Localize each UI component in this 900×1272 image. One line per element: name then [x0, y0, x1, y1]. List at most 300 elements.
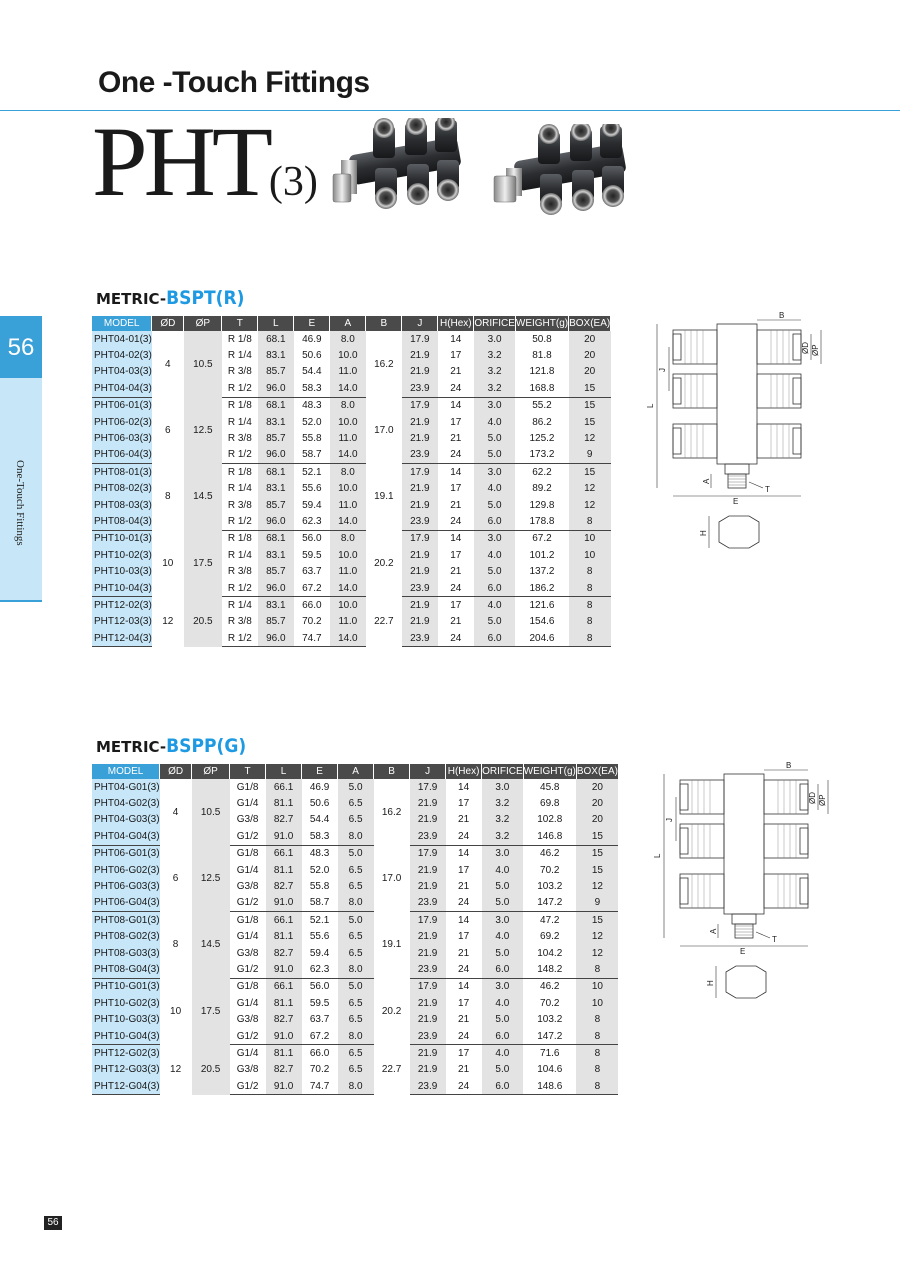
- table-row: [92, 1045, 618, 1062]
- table-row: [92, 912, 618, 929]
- orifice-cell: 3.0: [474, 530, 516, 547]
- orifice-cell: 3.2: [482, 812, 524, 828]
- a-cell: 6.5: [338, 795, 374, 811]
- port-left-outline: [673, 330, 717, 364]
- label-e: E: [733, 497, 739, 506]
- a-cell: 10.0: [330, 414, 366, 430]
- od-cell: 6: [165, 424, 171, 436]
- section-title-bspt: [96, 287, 244, 309]
- label-l: L: [653, 853, 662, 858]
- j-cell: 21.9: [402, 481, 438, 497]
- j-cell: 23.9: [402, 380, 438, 397]
- op-cell: 17.5: [184, 530, 222, 597]
- port-left-outline: [680, 824, 724, 858]
- b-cell: 20.2: [381, 1005, 402, 1017]
- column-header: BOX(EA): [569, 318, 611, 329]
- model-cell: PHT08-03(3): [92, 497, 152, 513]
- product-image-bspt: [325, 118, 475, 218]
- orifice-cell: 3.0: [474, 464, 516, 481]
- box-cell: 15: [576, 912, 618, 929]
- l-cell: 91.0: [266, 1078, 302, 1095]
- weight-cell: 50.8: [532, 333, 552, 345]
- a-cell: 6.5: [338, 1045, 374, 1062]
- l-cell: 66.1: [266, 845, 302, 862]
- collet-left: [673, 428, 681, 454]
- j-cell: 21.9: [402, 347, 438, 363]
- op-cell: 20.5: [184, 597, 222, 647]
- hex-cell: 17: [450, 416, 462, 428]
- t-cell: R 1/2: [222, 630, 258, 647]
- weight-cell: 69.8: [540, 798, 560, 810]
- l-cell: 81.1: [266, 995, 302, 1011]
- op-cell: 20.5: [192, 1045, 230, 1095]
- orifice-cell: 3.0: [482, 779, 524, 795]
- a-cell: 6.5: [338, 929, 374, 945]
- label-od: ØD: [808, 792, 817, 804]
- label-e: E: [740, 947, 746, 956]
- b-cell: 22.7: [374, 616, 394, 628]
- hex-cell: 24: [438, 580, 474, 597]
- e-cell: 59.4: [309, 947, 330, 959]
- b-cell: 19.1: [374, 491, 394, 503]
- spec-table-bspt: [92, 316, 611, 647]
- l-cell: 68.1: [258, 397, 294, 414]
- page-header-title: One -Touch Fittings: [98, 66, 370, 99]
- a-cell: 10.0: [330, 481, 366, 497]
- hex-cell: 21: [450, 433, 462, 445]
- column-header: T: [230, 764, 266, 779]
- section-title-main: BSPP(G): [166, 735, 247, 757]
- weight-cell: 137.2: [529, 566, 555, 578]
- port-right-outline: [764, 780, 808, 814]
- box-cell: 8: [576, 1028, 618, 1045]
- orifice-cell: 5.0: [482, 878, 524, 894]
- box-cell: 12: [576, 878, 618, 894]
- weight-cell: 86.2: [532, 416, 552, 428]
- column-header: WEIGHT(g): [523, 766, 576, 777]
- weight-cell: 125.2: [529, 433, 555, 445]
- label-op: ØP: [811, 344, 820, 356]
- l-cell: 82.7: [266, 1011, 302, 1027]
- orifice-cell: 5.0: [474, 497, 516, 513]
- hex-cell: 24: [438, 630, 474, 647]
- port-right-outline: [764, 824, 808, 858]
- e-cell: 66.0: [309, 1047, 330, 1059]
- e-cell: 59.5: [309, 997, 330, 1009]
- hex-cell: 21: [450, 616, 462, 628]
- weight-cell: 121.6: [529, 599, 555, 611]
- hex-cell: 17: [458, 798, 470, 810]
- l-cell: 91.0: [266, 895, 302, 912]
- hex-cell: 24: [438, 380, 474, 397]
- hex-cell: 17: [458, 864, 470, 876]
- e-cell: 58.3: [302, 828, 338, 845]
- l-cell: 83.1: [258, 597, 294, 614]
- orifice-cell: 4.0: [482, 862, 524, 878]
- port-right-outline: [757, 330, 801, 364]
- hex-cell: 24: [438, 447, 474, 464]
- column-header: B: [366, 316, 402, 331]
- column-header: L: [266, 764, 302, 779]
- orifice-cell: 3.2: [474, 380, 516, 397]
- box-cell: 8: [569, 614, 611, 630]
- e-cell: 55.8: [302, 433, 322, 445]
- model-cell: PHT04-G04(3): [92, 828, 160, 845]
- orifice-cell: 6.0: [482, 1078, 524, 1095]
- table-row: [92, 530, 611, 547]
- hex-cell: 17: [450, 549, 462, 561]
- orifice-cell: 3.0: [482, 912, 524, 929]
- j-cell: 21.9: [402, 364, 438, 380]
- hex-cell: 14: [458, 914, 470, 926]
- column-header: H(Hex): [438, 316, 474, 331]
- orifice-cell: 6.0: [474, 580, 516, 597]
- orifice-cell: 5.0: [474, 614, 516, 630]
- model-cell: PHT06-G03(3): [92, 878, 160, 894]
- label-l: L: [646, 403, 655, 408]
- weight-cell: 148.6: [523, 1078, 576, 1095]
- a-cell: 8.0: [330, 464, 366, 481]
- port-right-outline: [757, 374, 801, 408]
- t-cell: G1/4: [236, 997, 259, 1009]
- t-cell: G1/2: [230, 1028, 266, 1045]
- a-cell: 8.0: [338, 895, 374, 912]
- hex-cell: 17: [450, 483, 462, 495]
- l-cell: 68.1: [258, 530, 294, 547]
- column-header: ORIFICE: [474, 318, 515, 329]
- l-cell: 83.1: [258, 414, 294, 430]
- model-cell: PHT10-01(3): [92, 530, 152, 547]
- j-cell: 21.9: [402, 597, 438, 614]
- weight-cell: 71.6: [540, 1047, 560, 1059]
- model-cell: PHT12-G03(3): [92, 1062, 160, 1078]
- l-cell: 66.1: [266, 912, 302, 929]
- orifice-cell: 3.2: [482, 828, 524, 845]
- orifice-cell: 5.0: [474, 563, 516, 579]
- hex-outline: [725, 464, 749, 474]
- od-cell: 10: [162, 557, 174, 569]
- weight-cell: 173.2: [515, 447, 568, 464]
- a-cell: 6.5: [338, 862, 374, 878]
- column-header: J: [402, 316, 438, 331]
- a-cell: 11.0: [330, 430, 366, 446]
- t-cell: R 1/2: [222, 380, 258, 397]
- j-cell: 21.9: [410, 1011, 446, 1027]
- box-cell: 9: [576, 895, 618, 912]
- body-outline: [717, 324, 757, 464]
- weight-cell: 178.8: [515, 513, 568, 530]
- section-title-prefix: METRIC-: [96, 290, 167, 308]
- column-header: A: [338, 764, 374, 779]
- l-cell: 82.7: [266, 945, 302, 961]
- j-cell: 17.9: [402, 530, 438, 547]
- model-cell: PHT12-G02(3): [92, 1045, 160, 1062]
- model-cell: PHT04-02(3): [92, 347, 152, 363]
- l-cell: 85.7: [258, 497, 294, 513]
- a-cell: 6.5: [338, 995, 374, 1011]
- j-cell: 21.9: [410, 795, 446, 811]
- port-right-outline: [757, 424, 801, 458]
- port-left-outline: [673, 374, 717, 408]
- hex-cell: 21: [458, 881, 470, 893]
- hex-cell: 14: [450, 333, 462, 345]
- e-cell: 58.7: [294, 447, 330, 464]
- j-cell: 21.9: [410, 878, 446, 894]
- page-number: 56: [44, 1216, 62, 1230]
- t-cell: G1/4: [236, 798, 259, 810]
- a-cell: 10.0: [330, 347, 366, 363]
- t-cell: R 1/8: [227, 333, 252, 345]
- j-cell: 23.9: [410, 1028, 446, 1045]
- hex-view: [719, 516, 759, 548]
- product-image-bspp: [490, 124, 640, 224]
- collet-right: [800, 784, 808, 810]
- j-cell: 21.9: [410, 1062, 446, 1078]
- hex-cell: 17: [458, 1047, 470, 1059]
- weight-cell: 46.2: [540, 848, 560, 860]
- body-outline: [724, 774, 764, 914]
- hex-cell: 14: [450, 400, 462, 412]
- od-cell: 8: [172, 939, 179, 951]
- e-cell: 48.3: [309, 848, 330, 860]
- box-cell: 8: [569, 563, 611, 579]
- op-cell: 12.5: [192, 845, 230, 912]
- e-cell: 56.0: [302, 533, 322, 545]
- j-cell: 21.9: [402, 414, 438, 430]
- weight-cell: 55.2: [532, 400, 552, 412]
- t-cell: R 1/8: [227, 400, 252, 412]
- weight-cell: 47.2: [540, 914, 560, 926]
- model-cell: PHT06-01(3): [92, 397, 152, 414]
- t-cell: G1/8: [236, 848, 259, 860]
- t-cell: R 1/2: [222, 513, 258, 530]
- hex-cell: 21: [450, 566, 462, 578]
- box-cell: 8: [569, 630, 611, 647]
- l-cell: 91.0: [266, 828, 302, 845]
- t-cell: R 3/8: [227, 366, 252, 378]
- collet-right: [793, 378, 801, 404]
- box-cell: 20: [576, 779, 618, 795]
- e-cell: 55.6: [309, 931, 330, 943]
- model-cell: PHT04-01(3): [92, 331, 152, 347]
- t-cell: G1/2: [230, 828, 266, 845]
- box-cell: 12: [569, 497, 611, 513]
- e-cell: 55.6: [302, 483, 322, 495]
- j-cell: 21.9: [410, 862, 446, 878]
- side-tab-label-wrap: [14, 460, 30, 560]
- box-cell: 20: [576, 812, 618, 828]
- table-row: [92, 978, 618, 995]
- l-cell: 85.7: [258, 614, 294, 630]
- weight-cell: 129.8: [529, 499, 555, 511]
- model-cell: PHT10-G04(3): [92, 1028, 160, 1045]
- t-cell: G3/8: [236, 947, 259, 959]
- model-cell: PHT06-02(3): [92, 414, 152, 430]
- weight-cell: 146.8: [523, 828, 576, 845]
- hex-cell: 17: [458, 997, 470, 1009]
- j-cell: 23.9: [402, 513, 438, 530]
- hex-cell: 14: [458, 848, 470, 860]
- model-cell: PHT08-01(3): [92, 464, 152, 481]
- column-header: E: [294, 316, 330, 331]
- weight-cell: 186.2: [515, 580, 568, 597]
- a-cell: 8.0: [338, 1078, 374, 1095]
- column-header: BOX(EA): [576, 766, 618, 777]
- side-tab-label: One-Touch Fittings: [14, 460, 26, 546]
- e-cell: 52.1: [302, 466, 322, 478]
- hex-cell: 24: [446, 1028, 482, 1045]
- b-cell: 16.2: [374, 358, 394, 370]
- section-title-prefix: METRIC-: [96, 738, 167, 756]
- a-cell: 5.0: [338, 912, 374, 929]
- model-cell: PHT06-G02(3): [92, 862, 160, 878]
- box-cell: 8: [569, 580, 611, 597]
- l-cell: 96.0: [258, 630, 294, 647]
- box-cell: 15: [576, 845, 618, 862]
- orifice-cell: 4.0: [474, 481, 516, 497]
- table-row: [92, 779, 618, 795]
- model-cell: PHT08-G01(3): [92, 912, 160, 929]
- box-cell: 15: [569, 397, 611, 414]
- hex-cell: 24: [446, 895, 482, 912]
- j-cell: 21.9: [402, 497, 438, 513]
- l-cell: 68.1: [258, 331, 294, 347]
- t-cell: R 3/8: [227, 616, 252, 628]
- a-cell: 6.5: [338, 1062, 374, 1078]
- l-cell: 85.7: [258, 563, 294, 579]
- a-cell: 10.0: [330, 547, 366, 563]
- weight-cell: 147.2: [523, 895, 576, 912]
- t-cell: R 1/4: [227, 416, 252, 428]
- t-cell: G1/2: [230, 895, 266, 912]
- t-cell: R 1/4: [227, 350, 252, 362]
- j-cell: 23.9: [402, 447, 438, 464]
- op-cell: 10.5: [192, 779, 230, 845]
- od-cell: 6: [172, 872, 179, 884]
- e-cell: 55.8: [309, 881, 330, 893]
- op-cell: 17.5: [192, 978, 230, 1045]
- box-cell: 8: [576, 961, 618, 978]
- l-cell: 91.0: [266, 961, 302, 978]
- column-header: ØP: [184, 316, 222, 331]
- a-cell: 14.0: [330, 630, 366, 647]
- t-cell: G1/8: [236, 981, 259, 993]
- orifice-cell: 5.0: [474, 447, 516, 464]
- weight-cell: 147.2: [523, 1028, 576, 1045]
- t-cell: G3/8: [236, 1064, 259, 1076]
- a-cell: 5.0: [338, 978, 374, 995]
- weight-cell: 204.6: [515, 630, 568, 647]
- model-cell: PHT10-G02(3): [92, 995, 160, 1011]
- model-cell: PHT08-02(3): [92, 481, 152, 497]
- model-cell: PHT10-G01(3): [92, 978, 160, 995]
- l-cell: 66.1: [266, 978, 302, 995]
- a-cell: 6.5: [338, 1011, 374, 1027]
- port-left-outline: [680, 780, 724, 814]
- label-b: B: [786, 762, 792, 770]
- section-title-bspp: [96, 735, 246, 757]
- spec-table-bspp: [92, 764, 619, 1095]
- l-cell: 96.0: [258, 447, 294, 464]
- hex-cell: 14: [450, 466, 462, 478]
- t-cell: R 1/4: [227, 549, 252, 561]
- box-cell: 8: [576, 1045, 618, 1062]
- weight-cell: 104.6: [537, 1064, 563, 1076]
- op-cell: 14.5: [192, 912, 230, 979]
- hex-cell: 21: [450, 499, 462, 511]
- model-cell: PHT06-G01(3): [92, 845, 160, 862]
- e-cell: 54.4: [302, 366, 322, 378]
- b-cell: 20.2: [374, 557, 394, 569]
- a-cell: 14.0: [330, 580, 366, 597]
- hex-outline: [732, 914, 756, 924]
- hex-cell: 14: [450, 533, 462, 545]
- weight-cell: 70.2: [540, 864, 560, 876]
- a-cell: 14.0: [330, 447, 366, 464]
- box-cell: 20: [569, 364, 611, 380]
- a-cell: 5.0: [338, 845, 374, 862]
- column-header: H(Hex): [446, 764, 482, 779]
- column-header: ORIFICE: [482, 766, 523, 777]
- table-row: [92, 331, 611, 347]
- e-cell: 74.7: [302, 1078, 338, 1095]
- j-cell: 17.9: [402, 397, 438, 414]
- l-cell: 82.7: [266, 812, 302, 828]
- a-cell: 8.0: [338, 828, 374, 845]
- box-cell: 8: [576, 1062, 618, 1078]
- e-cell: 58.3: [294, 380, 330, 397]
- column-header: MODEL: [92, 316, 152, 331]
- j-cell: 17.9: [410, 845, 446, 862]
- table-row: [92, 597, 611, 614]
- l-cell: 66.1: [266, 779, 302, 795]
- box-cell: 8: [576, 1011, 618, 1027]
- l-cell: 91.0: [266, 1028, 302, 1045]
- section-title-main: BSPT(R): [166, 287, 245, 309]
- box-cell: 20: [576, 795, 618, 811]
- l-cell: 81.1: [266, 795, 302, 811]
- weight-cell: 154.6: [529, 616, 555, 628]
- column-header: A: [330, 316, 366, 331]
- label-t: T: [765, 485, 770, 494]
- od-cell: 4: [165, 358, 171, 370]
- hex-cell: 21: [458, 814, 470, 826]
- op-cell: 12.5: [184, 397, 222, 464]
- weight-cell: 103.2: [537, 881, 563, 893]
- box-cell: 12: [569, 430, 611, 446]
- collet-left: [673, 378, 681, 404]
- a-cell: 10.0: [330, 597, 366, 614]
- j-cell: 21.9: [402, 430, 438, 446]
- j-cell: 21.9: [402, 563, 438, 579]
- model-cell: PHT04-G02(3): [92, 795, 160, 811]
- model-cell: PHT04-04(3): [92, 380, 152, 397]
- label-a: A: [709, 928, 718, 934]
- weight-cell: 89.2: [532, 483, 552, 495]
- weight-cell: 101.2: [529, 549, 555, 561]
- l-cell: 96.0: [258, 580, 294, 597]
- dimension-drawing-bspt: [645, 312, 835, 562]
- box-cell: 15: [569, 464, 611, 481]
- hex-cell: 14: [458, 981, 470, 993]
- hex-cell: 21: [450, 366, 462, 378]
- column-header: WEIGHT(g): [515, 318, 569, 329]
- orifice-cell: 4.0: [474, 547, 516, 563]
- orifice-cell: 4.0: [482, 929, 524, 945]
- e-cell: 58.7: [302, 895, 338, 912]
- a-cell: 14.0: [330, 380, 366, 397]
- orifice-cell: 6.0: [474, 513, 516, 530]
